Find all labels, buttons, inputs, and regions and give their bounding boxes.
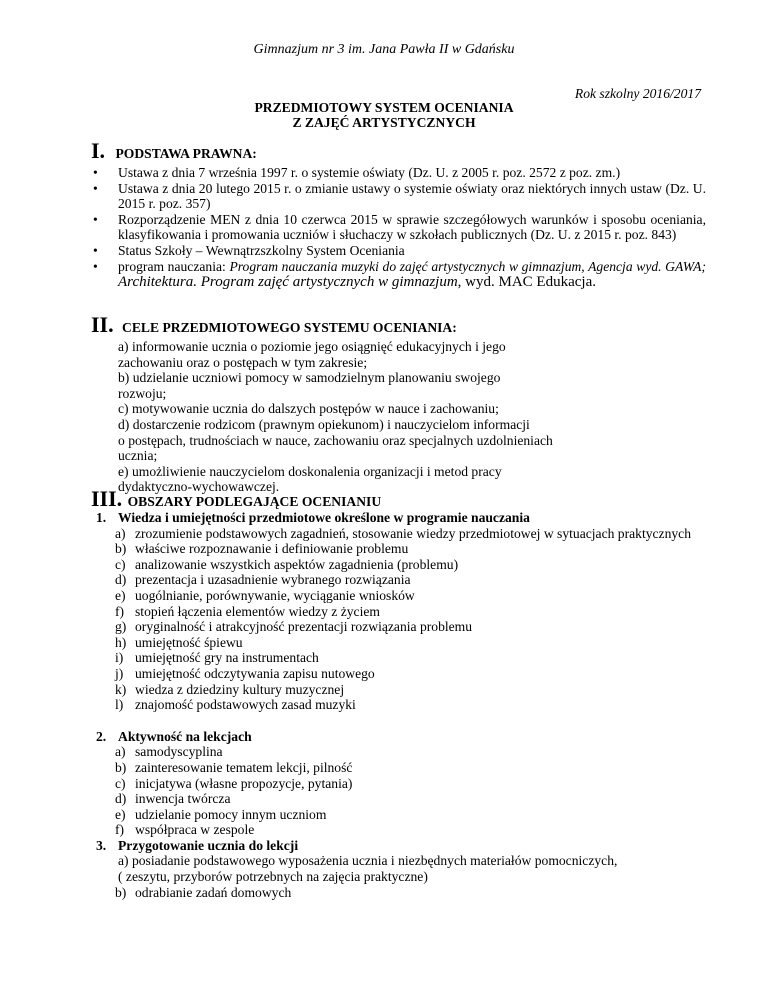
list-item-continuation: ( zeszytu, przyborów potrzebnych na zajęcia praktyczne) bbox=[118, 869, 428, 885]
section-2-heading bbox=[91, 312, 457, 337]
legal-basis-item: • Rozporządzenie MEN z dnia 10 czerwca 2015 w sprawie szczegółowych warunków i sposobu oceniania, klasyfikowania i promowania uczniów i słuchaczy w szkołach publicznych (Dz. U. z 2015 r. poz. 843) bbox=[91, 212, 706, 243]
legal-basis-item: • Ustawa z dnia 20 lutego 2015 r. o zmianie ustawy o systemie oświaty oraz niektórych innych ustaw (Dz. U. 2015 r. poz. 357) bbox=[91, 181, 706, 212]
list-item: d) prezentacja i uzasadnienie wybranego rozwiązania bbox=[115, 572, 411, 588]
goal-line: d) dostarczenie rodzicom (prawnym opiekunom) i nauczycielom informacji bbox=[118, 416, 530, 432]
list-item: f) współpraca w zespole bbox=[115, 822, 255, 838]
section-1-heading bbox=[91, 138, 257, 163]
list-item: d) inwencja twórcza bbox=[115, 791, 231, 807]
area-group-number: 3. bbox=[96, 837, 107, 853]
list-item: h) umiejętność śpiewu bbox=[115, 634, 243, 650]
list-item: b) zainteresowanie tematem lekcji, pilność bbox=[115, 759, 353, 775]
list-item: e) uogólnianie, porównywanie, wyciąganie wniosków bbox=[115, 587, 415, 603]
list-item: c) inicjatywa (własne propozycje, pytania) bbox=[115, 775, 353, 791]
program-title: Program nauczania muzyki do zajęć artystycznych w gimnazjum, Agencja wyd. GAWA; bbox=[229, 258, 707, 274]
school-header: Gimnazjum nr 3 im. Jana Pawła II w Gdańsku bbox=[253, 42, 515, 57]
list-item: b) właściwe rozpoznawanie i definiowanie problemu bbox=[115, 541, 409, 557]
goal-line: b) udzielanie uczniowi pomocy w samodzielnym planowaniu swojego bbox=[118, 370, 501, 386]
area-group-title: Wiedza i umiejętności przedmiotowe określone w programie nauczania bbox=[118, 510, 530, 525]
goal-line: ucznia; bbox=[118, 448, 158, 464]
document-title bbox=[0, 100, 768, 130]
goal-line: e) umożliwienie nauczycielom doskonalenia organizacji i metod pracy bbox=[118, 463, 502, 479]
section-3-areas bbox=[96, 510, 706, 900]
list-item: c) analizowanie wszystkich aspektów zagadnienia (problemu) bbox=[115, 556, 459, 572]
goal-line: zachowaniu oraz o postępach w tym zakresie; bbox=[118, 354, 368, 370]
program-title-2: Architektura. Program zajęć artystycznych w gimnazjum bbox=[118, 274, 458, 291]
area-group-1 bbox=[96, 510, 706, 526]
list-item: b) odrabianie zadań domowych bbox=[115, 884, 292, 900]
area-group-title: Aktywność na lekcjach bbox=[118, 728, 252, 744]
list-item: l) znajomość podstawowych zasad muzyki bbox=[115, 697, 356, 713]
program-publisher: , wyd. MAC Edukacja. bbox=[457, 274, 596, 291]
section-2-goals bbox=[118, 339, 678, 495]
title-line-2: Z ZAJĘĆ ARTYSTYCZNYCH bbox=[292, 115, 476, 130]
list-item: j) umiejętność odczytywania zapisu nutowego bbox=[115, 665, 375, 681]
area-group-number: 1. bbox=[96, 510, 107, 525]
area-group-3 bbox=[96, 838, 706, 854]
program-prefix: program nauczania: bbox=[118, 258, 230, 274]
section-1-number: I. bbox=[91, 138, 106, 163]
goal-line: o postępach, trudnościach w nauce, zachowaniu oraz specjalnych uzdolnieniach bbox=[118, 432, 553, 448]
goal-line: c) motywowanie ucznia do dalszych postępów w nauce i zachowaniu; bbox=[118, 401, 499, 417]
list-item: i) umiejętność gry na instrumentach bbox=[115, 650, 319, 666]
legal-basis-item-program bbox=[91, 259, 706, 291]
section-3-title: OBSZARY PODLEGAJĄCE OCENIANIU bbox=[127, 494, 382, 509]
area-group-title: Przygotowanie ucznia do lekcji bbox=[118, 837, 299, 853]
title-line-1: PRZEDMIOTOWY SYSTEM OCENIANIA bbox=[254, 100, 514, 115]
section-1-list bbox=[91, 165, 706, 291]
goal-line: dydaktyczno-wychowawczej. bbox=[118, 479, 280, 495]
area-group-2 bbox=[96, 729, 706, 745]
area-group-number: 2. bbox=[96, 728, 107, 744]
area-group-1-items bbox=[96, 526, 706, 713]
area-group-3-items bbox=[96, 853, 706, 884]
section-3-number: III. bbox=[91, 486, 123, 511]
list-item: g) oryginalność i atrakcyjność prezentacji rozwiązania problemu bbox=[115, 619, 473, 635]
goal-line: a) informowanie ucznia o poziomie jego osiągnięć edukacyjnych i jego bbox=[118, 339, 506, 354]
list-item: a) posiadanie podstawowego wyposażenia ucznia i niezbędnych materiałów pomocniczych, bbox=[118, 853, 618, 869]
list-item: f) stopień łączenia elementów wiedzy z życiem bbox=[115, 603, 380, 619]
legal-basis-item: • Ustawa z dnia 7 września 1997 r. o systemie oświaty (Dz. U. z 2005 r. poz. 2572 z poz. zm.) bbox=[91, 165, 706, 181]
list-item: e) udzielanie pomocy innym uczniom bbox=[115, 806, 327, 822]
list-item: a) zrozumienie podstawowych zagadnień, stosowanie wiedzy przedmiotowej w sytuacjach praktycznych bbox=[115, 525, 692, 541]
section-1-title: PODSTAWA PRAWNA: bbox=[115, 146, 257, 161]
area-group-2-items bbox=[96, 744, 706, 838]
section-2-title: CELE PRZEDMIOTOWEGO SYSTEMU OCENIANIA: bbox=[122, 320, 457, 335]
list-item: k) wiedza z dziedziny kultury muzycznej bbox=[115, 681, 345, 697]
goal-line: rozwoju; bbox=[118, 385, 167, 401]
list-item: a) samodyscyplina bbox=[115, 744, 223, 760]
section-2-number: II. bbox=[91, 312, 114, 337]
legal-basis-item: • Status Szkoły – Wewnątrzszkolny System Oceniania bbox=[91, 243, 706, 259]
school-year: Rok szkolny 2016/2017 bbox=[574, 86, 701, 101]
